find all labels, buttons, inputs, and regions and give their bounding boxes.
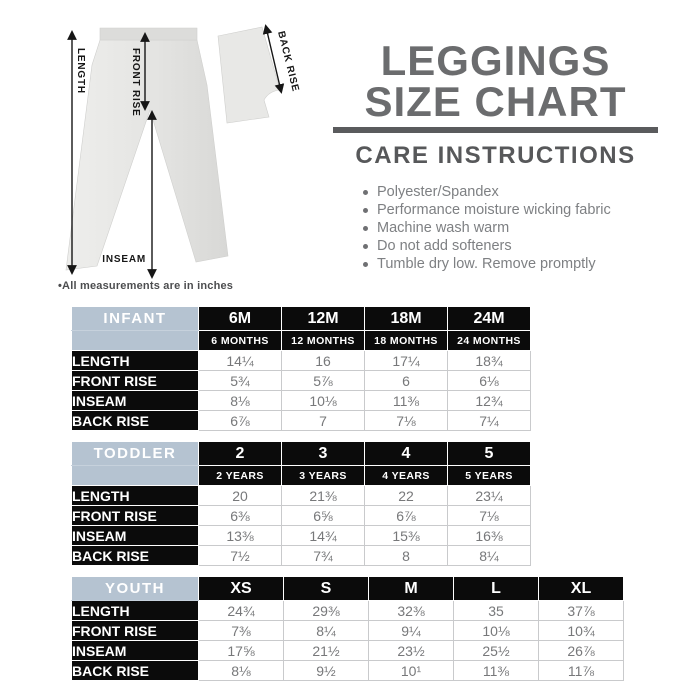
bullet-icon <box>363 226 368 231</box>
length-label: LENGTH <box>75 48 86 94</box>
size-column-header: S <box>284 577 369 601</box>
bullet-icon <box>363 262 368 267</box>
youth-size-table-wrap <box>71 576 624 681</box>
youth-size-table <box>71 576 624 681</box>
measurement-row-label: LENGTH <box>72 601 199 621</box>
measurement-value: 6⅛ <box>448 371 531 391</box>
size-column-header: L <box>454 577 539 601</box>
size-column-header: 18M <box>365 307 448 331</box>
measurement-value: 37⅞ <box>539 601 624 621</box>
group-label: INFANT <box>72 307 199 331</box>
size-column-subheader: 18 MONTHS <box>365 331 448 351</box>
size-column-subheader: 12 MONTHS <box>282 331 365 351</box>
measurement-value: 8⅛ <box>199 391 282 411</box>
bullet-icon <box>363 190 368 195</box>
measurement-value: 6⅜ <box>199 506 282 526</box>
measurement-value: 22 <box>365 486 448 506</box>
measurement-row-label: INSEAM <box>72 391 199 411</box>
measurement-value: 10¾ <box>539 621 624 641</box>
table-row <box>72 351 531 371</box>
measurement-value: 6 <box>365 371 448 391</box>
bullet-icon <box>363 244 368 249</box>
page-title-line2: SIZE CHART <box>364 78 627 125</box>
measurement-value: 10⅛ <box>454 621 539 641</box>
measurement-value: 14¼ <box>199 351 282 371</box>
measurement-row-label: FRONT RISE <box>72 506 199 526</box>
table-row <box>72 391 531 411</box>
measurement-value: 21⅜ <box>282 486 365 506</box>
size-column-subheader: 4 YEARS <box>365 466 448 486</box>
measurement-value: 15⅜ <box>365 526 448 546</box>
size-column-header: 2 <box>199 442 282 466</box>
measurement-value: 7 <box>282 411 365 431</box>
size-column-header: 12M <box>282 307 365 331</box>
size-column-header: M <box>369 577 454 601</box>
leggings-front-image <box>66 40 228 270</box>
measurement-value: 25½ <box>454 641 539 661</box>
group-label-spacer <box>72 466 199 486</box>
care-instruction-item <box>363 201 658 219</box>
measurement-value: 7¾ <box>282 546 365 566</box>
care-instruction-text: Tumble dry low. Remove promptly <box>377 256 596 272</box>
size-column-header: 3 <box>282 442 365 466</box>
measurement-value: 9½ <box>284 661 369 681</box>
bullet-icon <box>363 208 368 213</box>
measurement-row-label: BACK RISE <box>72 546 199 566</box>
table-row <box>72 371 531 391</box>
toddler-size-table-wrap <box>71 441 531 566</box>
measurement-value: 16⅜ <box>448 526 531 546</box>
care-instruction-item <box>363 183 658 201</box>
measurement-value: 6⅞ <box>199 411 282 431</box>
size-column-header: 5 <box>448 442 531 466</box>
measurement-value: 32⅜ <box>369 601 454 621</box>
inseam-label: INSEAM <box>102 254 146 265</box>
care-instruction-text: Machine wash warm <box>377 220 510 236</box>
measurement-value: 11⅜ <box>365 391 448 411</box>
size-column-subheader: 6 MONTHS <box>199 331 282 351</box>
measurement-value: 16 <box>282 351 365 371</box>
measurement-row-label: BACK RISE <box>72 661 199 681</box>
measurement-value: 17⅝ <box>199 641 284 661</box>
care-instruction-text: Do not add softeners <box>377 238 512 254</box>
measurement-value: 20 <box>199 486 282 506</box>
infant-size-table-wrap <box>71 306 531 431</box>
measurement-value: 7½ <box>199 546 282 566</box>
group-label: YOUTH <box>72 577 199 601</box>
measurement-value: 6⅝ <box>282 506 365 526</box>
measurement-value: 7⅛ <box>448 506 531 526</box>
measurement-row-label: INSEAM <box>72 641 199 661</box>
table-row <box>72 486 531 506</box>
measurement-value: 13⅜ <box>199 526 282 546</box>
infant-size-table <box>71 306 531 431</box>
size-column-header: XS <box>199 577 284 601</box>
group-label-spacer <box>72 331 199 351</box>
measurement-value: 14¾ <box>282 526 365 546</box>
measurement-value: 5⅞ <box>282 371 365 391</box>
measurement-value: 8 <box>365 546 448 566</box>
measurement-value: 5¾ <box>199 371 282 391</box>
leggings-diagram <box>45 10 310 295</box>
table-row <box>72 411 531 431</box>
measurement-value: 8¼ <box>448 546 531 566</box>
measurement-row-label: FRONT RISE <box>72 621 199 641</box>
measurement-value: 9¼ <box>369 621 454 641</box>
measurement-value: 8⅛ <box>199 661 284 681</box>
title-block <box>333 37 658 273</box>
group-label: TODDLER <box>72 442 199 466</box>
table-row <box>72 641 624 661</box>
care-instruction-item <box>363 237 658 255</box>
care-instructions-list <box>333 183 658 273</box>
care-instruction-text: Polyester/Spandex <box>377 184 499 200</box>
care-instruction-item <box>363 255 658 273</box>
measurement-value: 35 <box>454 601 539 621</box>
table-row <box>72 661 624 681</box>
measurement-value: 23¼ <box>448 486 531 506</box>
measurement-value: 6⅞ <box>365 506 448 526</box>
measurement-value: 8¼ <box>284 621 369 641</box>
measurements-footnote: •All measurements are in inches <box>58 280 234 292</box>
measurement-row-label: BACK RISE <box>72 411 199 431</box>
measurement-value: 23½ <box>369 641 454 661</box>
size-column-header: 4 <box>365 442 448 466</box>
page-title-line1: LEGGINGS <box>380 37 611 84</box>
measurement-value: 7⅜ <box>199 621 284 641</box>
measurement-value: 21½ <box>284 641 369 661</box>
care-instructions-heading: CARE INSTRUCTIONS <box>355 142 636 169</box>
leggings-back-folded-image <box>218 27 280 123</box>
measurement-row-label: FRONT RISE <box>72 371 199 391</box>
measurement-value: 12¾ <box>448 391 531 411</box>
table-row <box>72 526 531 546</box>
measurement-value: 29⅜ <box>284 601 369 621</box>
measurement-value: 17¼ <box>365 351 448 371</box>
table-row <box>72 546 531 566</box>
size-column-subheader: 3 YEARS <box>282 466 365 486</box>
measurement-value: 10⅛ <box>282 391 365 411</box>
size-column-header: 6M <box>199 307 282 331</box>
divider-bar <box>333 127 658 133</box>
measurement-value: 11⅞ <box>539 661 624 681</box>
measurement-value: 18¾ <box>448 351 531 371</box>
back-rise-label: BACK RISE <box>275 30 301 94</box>
care-instruction-item <box>363 219 658 237</box>
size-column-header: 24M <box>448 307 531 331</box>
measurement-row-label: INSEAM <box>72 526 199 546</box>
size-column-subheader: 2 YEARS <box>199 466 282 486</box>
care-instruction-text: Performance moisture wicking fabric <box>377 202 611 218</box>
measurement-value: 24¾ <box>199 601 284 621</box>
toddler-size-table <box>71 441 531 566</box>
measurement-row-label: LENGTH <box>72 486 199 506</box>
size-column-subheader: 5 YEARS <box>448 466 531 486</box>
size-column-header: XL <box>539 577 624 601</box>
measurement-value: 26⅞ <box>539 641 624 661</box>
measurement-row-label: LENGTH <box>72 351 199 371</box>
measurement-value: 7⅛ <box>365 411 448 431</box>
table-row <box>72 601 624 621</box>
size-column-subheader: 24 MONTHS <box>448 331 531 351</box>
leggings-waistband <box>100 28 197 40</box>
front-rise-label: FRONT RISE <box>130 48 141 117</box>
measurement-value: 7¼ <box>448 411 531 431</box>
table-row <box>72 621 624 641</box>
measurement-value: 11⅜ <box>454 661 539 681</box>
measurement-value: 10¹ <box>369 661 454 681</box>
table-row <box>72 506 531 526</box>
